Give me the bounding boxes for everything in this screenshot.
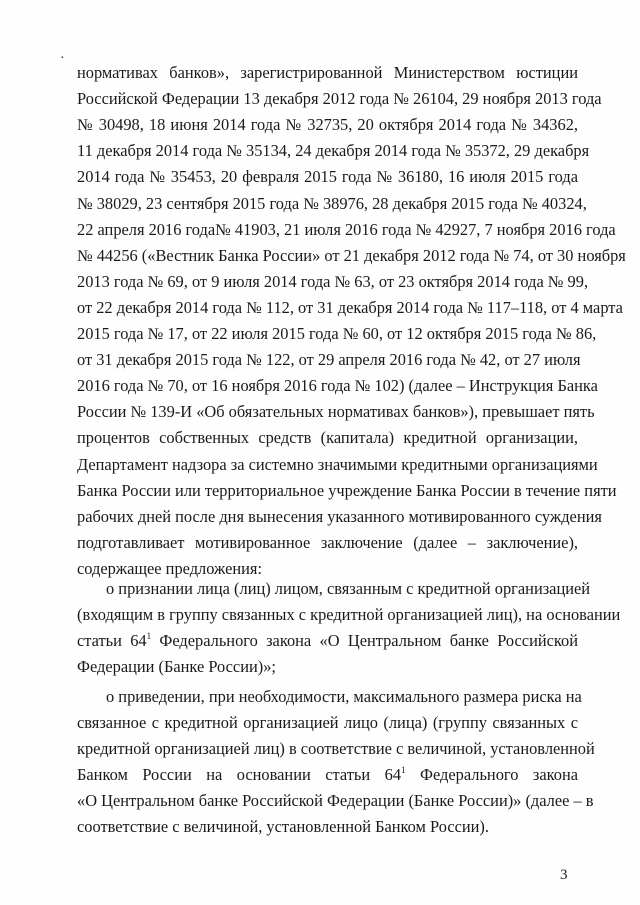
paragraph-line: подготавливает мотивированное заключение (далее – заключение), xyxy=(77,532,578,552)
paragraph-line: Федерации (Банке России)»; xyxy=(77,657,276,676)
paragraph-line: № 30498, 18 июня 2014 года № 32735, 20 октября 2014 года № 34362, xyxy=(77,115,578,135)
paragraph-line: нормативах банков», зарегистрированной Министерством юстиции xyxy=(77,63,578,82)
paragraph-line: о признании лица (лиц) лицом, связанным с кредитной организацией xyxy=(106,579,591,598)
paragraph-line: процентов собственных средств (капитала) кредитной организации, xyxy=(77,428,578,448)
paragraph-line: связанное с кредитной организацией лицо (лица) (группу связанных с xyxy=(77,713,578,732)
text-fragment: Федерального закона «О Центральном банке Российской xyxy=(151,631,578,650)
superscript: 1 xyxy=(146,630,152,641)
paragraph-line xyxy=(77,628,578,654)
paragraph-line: от 31 декабря 2015 года № 122, от 29 апреля 2016 года № 42, от 27 июля xyxy=(77,350,581,370)
paragraph-line: (входящим в группу связанных с кредитной организацией лиц), на основании xyxy=(77,605,621,624)
paragraph-line: 2015 года № 17, от 22 июля 2015 года № 60, от 12 октября 2015 года № 86, xyxy=(77,324,597,343)
paragraph-line: 2016 года № 70, от 16 ноября 2016 года № 102) (далее – Инструкция Банка xyxy=(77,376,598,396)
superscript: 1 xyxy=(401,764,406,775)
paragraph-line: Департамент надзора за системно значимыми кредитными организациями xyxy=(77,454,598,474)
paragraph-line: № 38029, 23 сентября 2015 года № 38976, 28 декабря 2015 года № 40324, xyxy=(77,193,587,213)
paragraph-line: 2014 года № 35453, 20 февраля 2015 года № 36180, 16 июля 2015 года xyxy=(77,167,578,187)
paragraph-line: 2013 года № 69, от 9 июля 2014 года № 63, от 23 октября 2014 года № 99, xyxy=(77,271,589,291)
paragraph-line: 22 апреля 2016 года№ 41903, 21 июля 2016 года № 42927, 7 ноября 2016 года xyxy=(77,219,616,239)
paragraph-line: Российской Федерации 13 декабря 2012 года № 26104, 29 ноября 2013 года xyxy=(77,89,602,109)
scan-mark: · xyxy=(60,51,65,66)
text-fragment: Банком России на основании статьи 64 xyxy=(77,765,402,784)
paragraph-line: № 44256 («Вестник Банка России» от 21 декабря 2012 года № 74, от 30 ноября xyxy=(77,245,626,265)
text-fragment: статьи 64 xyxy=(77,631,147,650)
paragraph-line: 11 декабря 2014 года № 35134, 24 декабря 2014 года № 35372, 29 декабря xyxy=(77,141,590,161)
paragraph-line: содержащее предложения: xyxy=(77,558,263,578)
paragraph-line: «О Центральном банке Российской Федерации (Банке России)» (далее – в xyxy=(77,791,594,810)
paragraph-line: Банка России или территориальное учреждение Банка России в течение пяти xyxy=(77,480,617,500)
paragraph-line: от 22 декабря 2014 года № 112, от 31 декабря 2014 года № 117–118, от 4 марта xyxy=(77,297,623,317)
paragraph-line: рабочих дней после дня вынесения указанного мотивированного суждения xyxy=(77,506,602,526)
paragraph-line: о приведении, при необходимости, максимального размера риска на xyxy=(106,687,582,706)
paragraph-line xyxy=(77,762,578,788)
paragraph-line: России № 139-И «Об обязательных нормативах банков»), превышает пять xyxy=(77,402,595,422)
text-fragment: Федерального закона xyxy=(405,765,579,784)
paragraph-line: соответствие с величиной, установленной Банком России). xyxy=(77,817,489,836)
page-number: 3 xyxy=(560,867,568,883)
paragraph-line: кредитной организацией лиц) в соответствие с величиной, установленной xyxy=(77,739,595,758)
